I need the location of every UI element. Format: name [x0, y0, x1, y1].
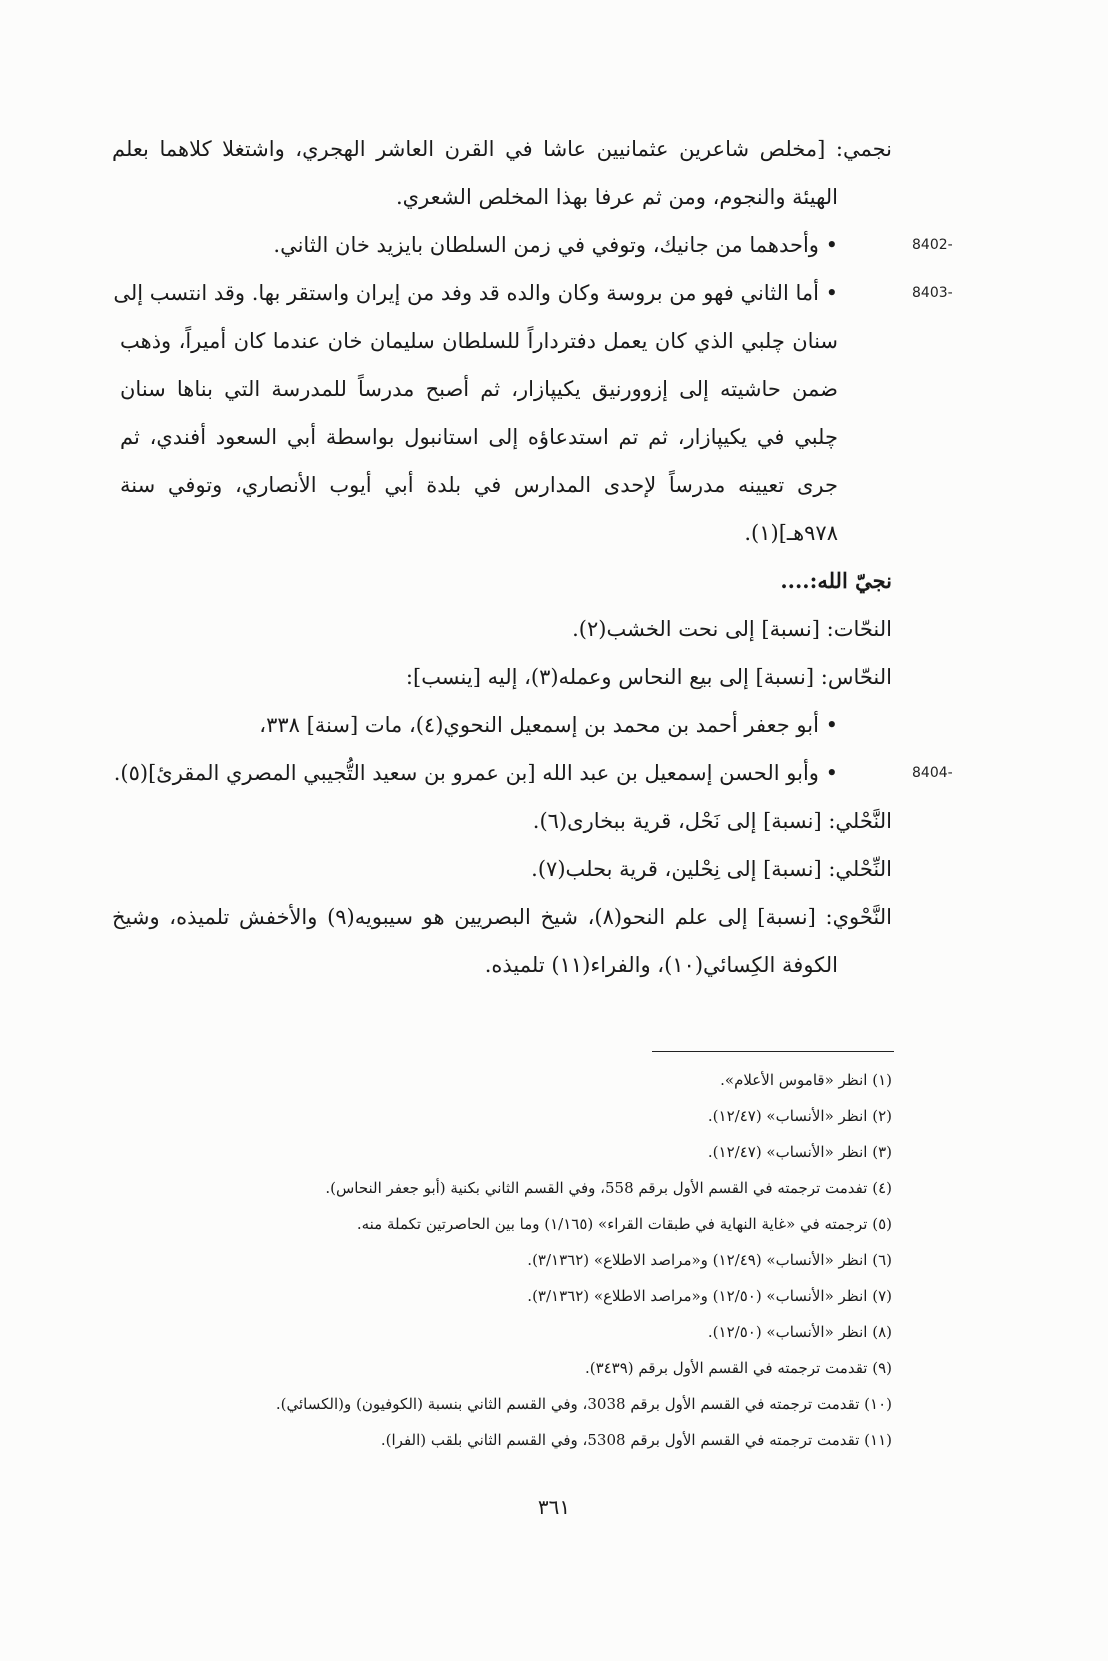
entry-heading: نجيّ الله:....	[780, 568, 892, 593]
entry-number: 8402-	[912, 237, 953, 253]
entry-number: 8404-	[912, 765, 953, 781]
entry-line: النحّاس: [نسبة] إلى بيع النحاس وعمله(٣)، إليه [ينسب]:	[405, 665, 892, 689]
footnote: (٣) انظر «الأنساب» (١٢/٤٧).	[707, 1143, 892, 1161]
bullet-line: • أما الثاني فهو من بروسة وكان والده قد وفد من إيران واستقر بها. وقد انتسب إلى	[113, 281, 838, 305]
paragraph-line: چلبي في يكيپازار، ثم تم استدعاؤه إلى استانبول بواسطة أبي السعود أفندي، ثم	[120, 425, 838, 449]
entry-number: 8403-	[912, 285, 953, 301]
paragraph-line: سنان چلبي الذي كان يعمل دفترداراً للسلطان سليمان خان عندما كان أميراً، وذهب	[120, 329, 838, 353]
footnote: (٢) انظر «الأنساب» (١٢/٤٧).	[707, 1107, 892, 1125]
footnote: (٥) ترجمته في «غاية النهاية في طبقات القراء» (١/١٦٥) وما بين الحاصرتين تكملة منه.	[356, 1215, 892, 1233]
footnote: (١) انظر «قاموس الأعلام».	[720, 1071, 892, 1089]
entry-line: النِّحْلي: [نسبة] إلى نِحْلين، قرية بحلب(٧).	[531, 857, 892, 881]
footnote: (٦) انظر «الأنساب» (١٢/٤٩) و«مراصد الاطلاع» (٣/١٣٦٢).	[527, 1251, 892, 1269]
entry-line: النَّحْلي: [نسبة] إلى نَحْل، قرية ببخارى(٦).	[532, 809, 892, 833]
footnote-separator	[652, 1051, 894, 1052]
footnote: (١٠) تقدمت ترجمته في القسم الأول برقم 3038، وفي القسم الثاني بنسبة (الكوفيون) و(الكسائي).	[275, 1395, 892, 1413]
entry-line: الكوفة الكِسائي(١٠)، والفراء(١١) تلميذه.	[484, 953, 838, 977]
bullet-line: • وأبو الحسن إسمعيل بن عبد الله [بن عمرو بن سعيد التُّجيبي المصري المقرئ](٥).	[113, 761, 838, 785]
footnote: (١١) تقدمت ترجمته في القسم الأول برقم 5308، وفي القسم الثاني بلقب (الفرا).	[380, 1431, 892, 1449]
entry-najmi-line-2: الهيئة والنجوم، ومن ثم عرفا بهذا المخلص الشعري.	[395, 185, 838, 209]
footnote: (٧) انظر «الأنساب» (١٢/٥٠) و«مراصد الاطلاع» (٣/١٣٦٢).	[527, 1287, 892, 1305]
paragraph-line: ٩٧٨هـ](١).	[744, 521, 838, 545]
entry-line: النحّات: [نسبة] إلى نحت الخشب(٢).	[572, 617, 892, 641]
footnote: (٩) تقدمت ترجمته في القسم الأول برقم (٣٤٣٩).	[584, 1359, 892, 1377]
bullet-line: • أبو جعفر أحمد بن محمد بن إسمعيل النحوي(٤)، مات [سنة] ٣٣٨،	[259, 713, 838, 737]
footnote: (٨) انظر «الأنساب» (١٢/٥٠).	[707, 1323, 892, 1341]
entry-najmi-line-1: نجمي: [مخلص شاعرين عثمانيين عاشا في القرن العاشر الهجري، واشتغلا كلاهما بعلم	[112, 137, 892, 161]
bullet-line: • وأحدهما من جانيك، وتوفي في زمن السلطان بايزيد خان الثاني.	[273, 233, 838, 257]
paragraph-line: ضمن حاشيته إلى إزوورنيق يكيپازار، ثم أصبح مدرساً للمدرسة التي بناها سنان	[120, 377, 838, 401]
paragraph-line: جرى تعيينه مدرساً لإحدى المدارس في بلدة أبي أيوب الأنصاري، وتوفي سنة	[120, 473, 838, 497]
entry-line: النَّحْوي: [نسبة] إلى علم النحو(٨)، شيخ البصريين هو سيبويه(٩) والأخفش تلميذه، وشيخ	[112, 905, 892, 929]
footnote: (٤) تفدمت ترجمته في القسم الأول برقم 558، وفي القسم الثاني بكنية (أبو جعفر النحاس).	[325, 1179, 892, 1197]
page-number: ٣٦١	[537, 1495, 571, 1519]
